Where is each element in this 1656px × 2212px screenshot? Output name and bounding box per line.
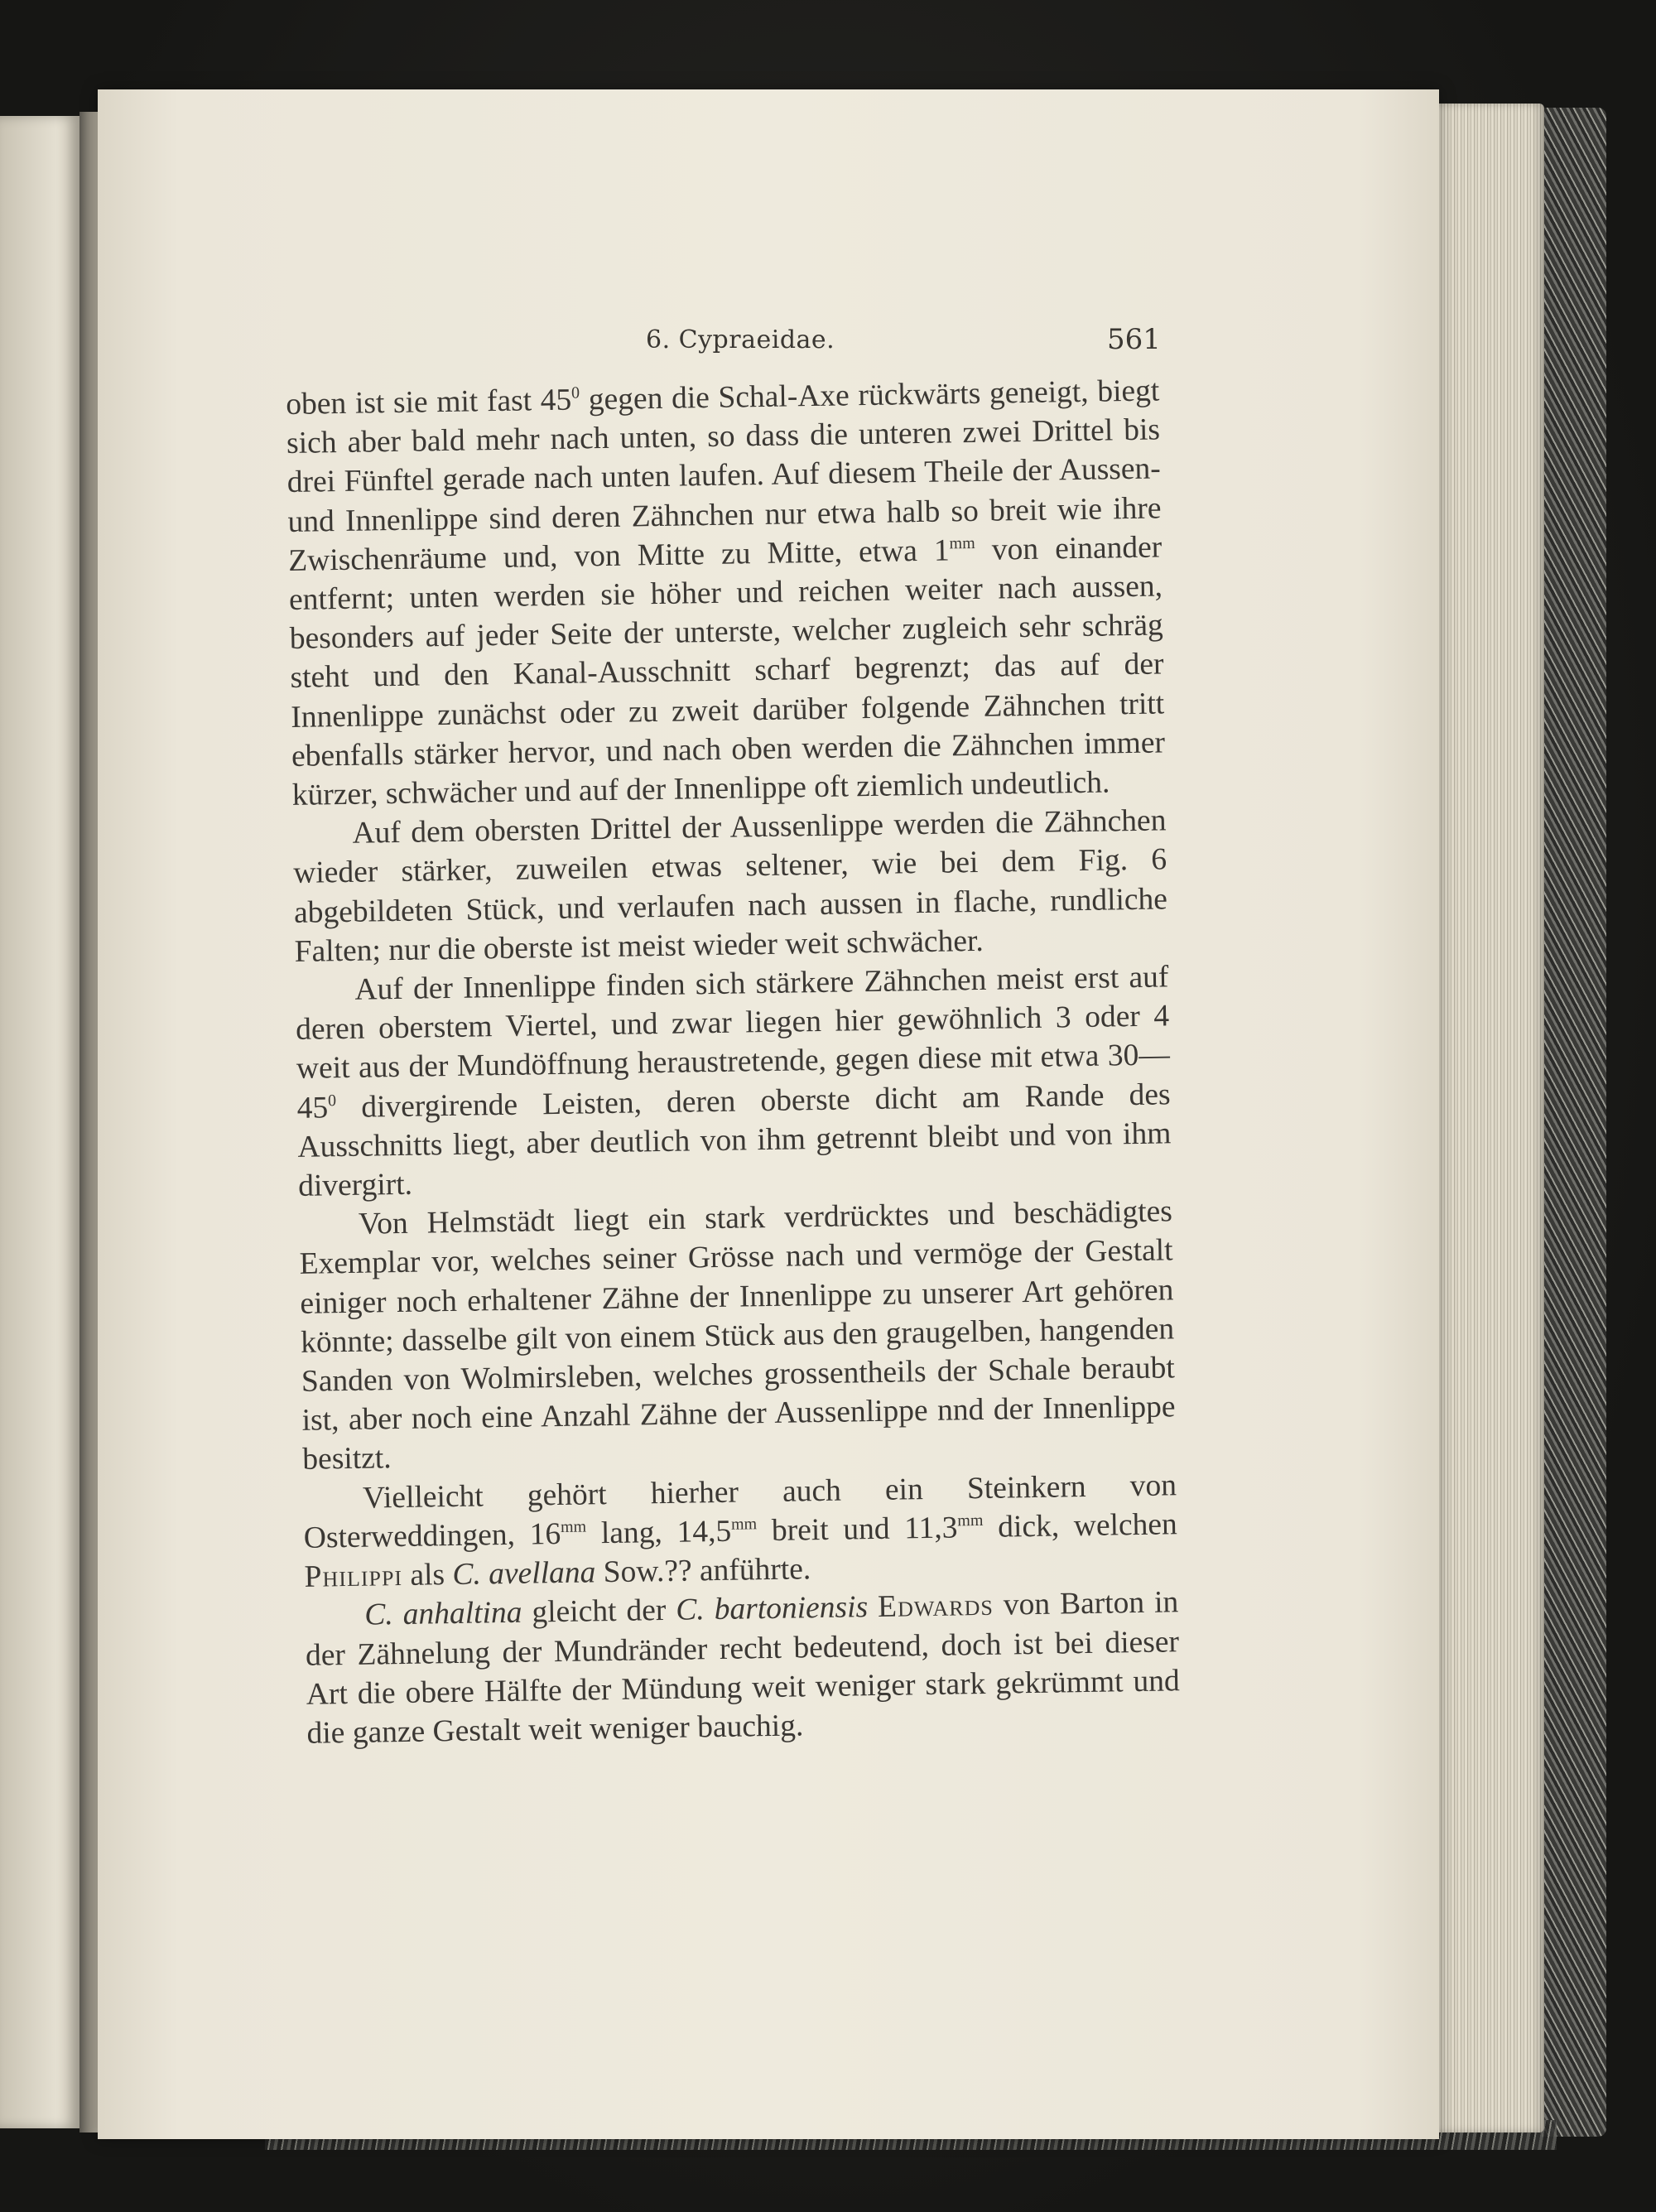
author-name: Philippi <box>304 1559 403 1594</box>
paragraph-2: Auf dem obersten Drittel der Aussenlippe werden die Zähnchen wieder stärker, zuweilen etwas seltener, wie bei dem Fig. 6 abgebildeten Stück, und verlaufen nach aussen in flache, rundliche Falten; nur die oberste ist meist wieder weit schwächer. <box>292 803 1168 969</box>
text-run: Vielleicht gehört hierher auch ein Steinkern von Osterweddingen, 16 <box>303 1467 1177 1555</box>
text-run: Auf der Innenlippe finden sich stärkere Zähnchen meist erst auf deren oberstem Viertel, und zwar liegen hier gewöhnlich 3 oder 4 weit aus der Mundöffnung heraustretende, gegen diese mit etwa 30—45 <box>295 960 1171 1125</box>
book-cover-edge <box>1542 108 1606 2137</box>
paragraph-4: Von Helmstädt liegt ein stark verdrücktes und beschädigtes Exemplar vor, welches seiner Grösse nach und vermöge der Gestalt einiger noch erhaltener Zähne der Innenlippe zu unserer Art gehören könnte; dasselbe gilt von einem Stück aus den graugelben, hangenden Sanden von Wolmirsleben, welches grossentheils der Schale beraubt ist, aber noch eine Anzahl Zähne der Aussenlippe nnd der Innenlippe besitzt. <box>299 1194 1176 1477</box>
paragraph-1 <box>286 371 1166 815</box>
unit-mm: mm <box>560 1517 587 1536</box>
text-run: gleicht der <box>522 1593 676 1630</box>
author-name: Edwards <box>877 1588 994 1625</box>
degree-mark: 0 <box>327 1091 337 1110</box>
running-head: 6. Cypraeidae. <box>646 325 835 354</box>
text-run: breit und 11,3 <box>756 1511 958 1549</box>
unit-mm: mm <box>730 1515 758 1534</box>
text-run: lang, 14,5 <box>585 1514 732 1551</box>
previous-page <box>0 116 79 2128</box>
page-stack <box>1428 104 1544 2132</box>
species-name: C. avellana <box>452 1555 596 1593</box>
paragraph-5 <box>303 1466 1178 1597</box>
page-number: 561 <box>1107 323 1161 356</box>
text-run: gegen die Schal-Axe rückwärts geneigt, biegt sich aber bald mehr nach unten, so dass die unteren zwei Drittel bis drei Fünftel gerade nach unten laufen. Auf diesem Theile der Aussen- und Innenlippe sind deren Zähnchen nur etwa halb so breit wie ihre Zwischenräume und, von Mitte zu Mitte, etwa 1 <box>286 373 1162 578</box>
degree-mark: 0 <box>570 383 580 402</box>
text-run: Sow.?? anführte. <box>595 1552 811 1590</box>
text-run: dick, welchen <box>983 1507 1178 1545</box>
species-name: C. anhaltina <box>364 1595 522 1632</box>
text-run <box>868 1590 879 1624</box>
unit-mm: mm <box>949 533 975 553</box>
species-name: C. bartoniensis <box>676 1590 869 1628</box>
text-run: von einander entfernt; unten werden sie höher und reichen weiter nach aussen, besonders auf jeder Seite der unterste, welcher zugleich sehr schräg steht und den Kanal-Ausschnitt scharf begrenzt; das auf der Innenlippe zunächst oder zu zweit darüber folgende Zähnchen tritt ebenfalls stärker hervor, und nach oben werden die Zähnchen immer kürzer, schwächer und auf der Innenlippe oft ziemlich undeutlich. <box>288 530 1166 812</box>
paragraph-6 <box>305 1583 1181 1753</box>
text-run: von Barton in der Zähnelung der Mundränder recht bedeutend, doch ist bei dieser Art die obere Hälfte der Mündung weit weniger stark gekrümmt und die ganze Gestalt weit weniger bauchig. <box>305 1585 1181 1751</box>
unit-mm: mm <box>957 1511 984 1530</box>
text-run: divergirende Leisten, deren oberste dicht am Rande des Ausschnitts liegt, aber deutlich von ihm getrennt bleibt und von ihm divergirt. <box>297 1077 1172 1203</box>
text-run: als <box>402 1558 453 1593</box>
text-run: oben ist sie mit fast 45 <box>286 383 572 422</box>
book-gutter <box>79 112 98 2132</box>
body-text <box>286 371 1181 1752</box>
paragraph-3 <box>295 957 1172 1206</box>
